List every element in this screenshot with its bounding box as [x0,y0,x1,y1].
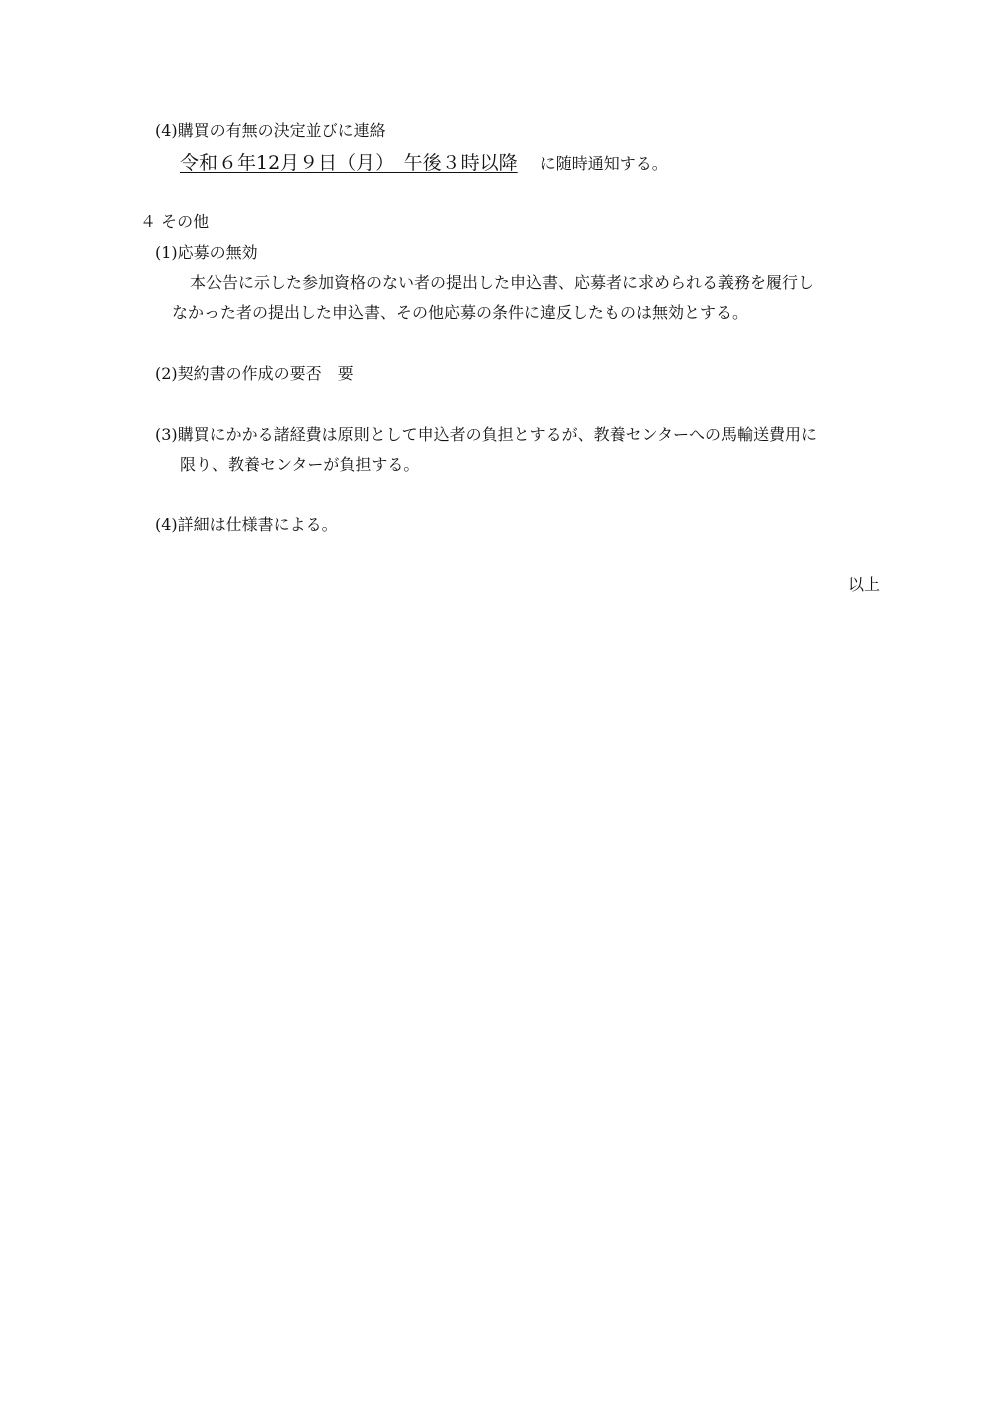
expenses-item-line2: 限り、教養センターが負担する。 [180,455,420,474]
section-heading-other: ４ その他 [140,212,210,231]
details-item: (4)詳細は仕様書による。 [155,515,338,534]
expenses-item-line1: (3)購買にかかる諸経費は原則として申込者の負担とするが、教養センターへの馬輸送費用に [155,425,818,444]
decision-suffix: に随時通知する。 [539,154,668,173]
decision-date: 令和６年12月９日（月） 午後３時以降 [180,152,518,174]
invalid-application-heading: (1)応募の無効 [155,243,258,262]
invalid-application-body-line2: なかった者の提出した申込書、その他応募の条件に違反したものは無効とする。 [172,303,749,322]
contract-document-item: (2)契約書の作成の要否 要 [155,364,354,383]
decision-heading: (4)購買の有無の決定並びに連絡 [155,121,386,140]
closing-mark: 以上 [847,575,880,594]
decision-line [180,150,668,177]
invalid-application-body-line1: 本公告に示した参加資格のない者の提出した申込書、応募者に求められる義務を履行し [190,273,815,292]
